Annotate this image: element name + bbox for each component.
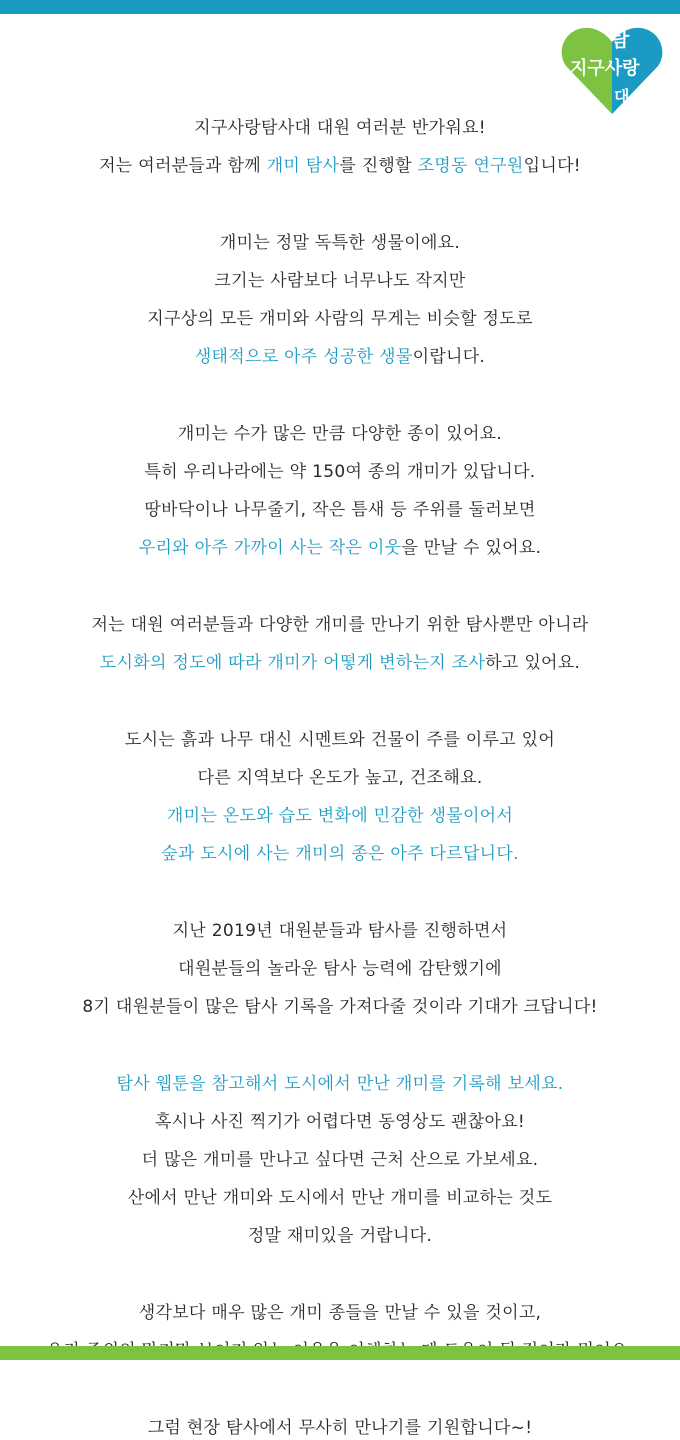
text-line — [0, 1301, 680, 1325]
highlight-text: 개미 탐사 — [266, 156, 340, 176]
text-line — [0, 498, 680, 522]
body-text: 도시는 흙과 나무 대신 시멘트와 건물이 주를 이루고 있어 — [124, 730, 556, 750]
text-line — [0, 307, 680, 331]
body-text: 지구사랑탐사대 대원 여러분 반가워요! — [194, 118, 486, 138]
highlight-text: 생태적으로 아주 성공한 생물 — [194, 347, 413, 367]
highlight-text: 숲과 도시에 사는 개미의 종은 아주 다르답니다. — [161, 844, 519, 864]
body-text: 정말 재미있을 거랍니다. — [247, 1226, 433, 1246]
text-line — [0, 460, 680, 484]
text-line — [0, 536, 680, 560]
body-text: 땅바닥이나 나무줄기, 작은 틈새 등 주위를 둘러보면 — [144, 500, 536, 520]
highlight-text: 도시화의 정도에 따라 개미가 어떻게 변하는지 조사 — [99, 653, 486, 673]
body-text: 지난 2019년 대원분들과 탐사를 진행하면서 — [172, 921, 508, 941]
text-line — [0, 728, 680, 752]
text-line — [0, 651, 680, 675]
text-line — [0, 766, 680, 790]
body-text: 혹시나 사진 찍기가 어렵다면 동영상도 괜찮아요! — [154, 1112, 526, 1132]
text-line — [0, 345, 680, 369]
text-line — [0, 1110, 680, 1134]
body-text: 산에서 만난 개미와 도시에서 만난 개미를 비교하는 것도 — [127, 1188, 553, 1208]
body-text: 생각보다 매우 많은 개미 종들을 만날 수 있을 것이고, — [138, 1303, 542, 1323]
body-text: 특히 우리나라에는 약 150여 종의 개미가 있답니다. — [144, 462, 536, 482]
highlight-text: 개미는 온도와 습도 변화에 민감한 생물이어서 — [166, 806, 514, 826]
text-line — [0, 804, 680, 828]
text-line — [0, 613, 680, 637]
text-line — [0, 957, 680, 981]
text-line — [0, 842, 680, 866]
text-line — [0, 154, 680, 178]
text-line — [0, 422, 680, 446]
text-line — [0, 116, 680, 140]
text-line — [0, 995, 680, 1019]
body-text: 을 만날 수 있어요. — [401, 538, 542, 558]
body-text: 개미는 수가 많은 만큼 다양한 종이 있어요. — [177, 424, 503, 444]
body-text: 이랍니다. — [412, 347, 486, 367]
text-line — [0, 1416, 680, 1440]
text-line — [0, 231, 680, 255]
text-line — [0, 1072, 680, 1096]
body-text: 입니다! — [523, 156, 581, 176]
text-line — [0, 1148, 680, 1172]
top-accent-bar — [0, 0, 680, 14]
text-line — [0, 269, 680, 293]
bottom-accent-bar — [0, 1346, 680, 1360]
body-text: 8기 대원분들이 많은 탐사 기록을 가져다줄 것이라 기대가 크답니다! — [82, 997, 598, 1017]
body-text: 그럼 현장 탐사에서 무사히 만나기를 기원합니다~! — [147, 1418, 533, 1438]
body-text: 저는 여러분들과 함께 — [99, 156, 267, 176]
body-text: 개미는 정말 독특한 생물이에요. — [219, 233, 461, 253]
highlight-text: 조명동 연구원 — [417, 156, 524, 176]
body-text: 다른 지역보다 온도가 높고, 건조해요. — [197, 768, 483, 788]
text-line — [0, 1186, 680, 1210]
svg-text:대: 대 — [614, 87, 630, 106]
body-text: 크기는 사람보다 너무나도 작지만 — [214, 271, 466, 291]
highlight-text: 탐사 웹툰을 참고해서 도시에서 만난 개미를 기록해 보세요. — [116, 1074, 564, 1094]
text-line — [0, 1224, 680, 1248]
body-text: 를 진행할 — [339, 156, 418, 176]
body-text: 저는 대원 여러분들과 다양한 개미를 만나기 위한 탐사뿐만 아니라 — [91, 615, 589, 635]
body-text: 하고 있어요. — [485, 653, 581, 673]
logo-icon — [560, 20, 664, 116]
body-text: 대원분들의 놀라운 탐사 능력에 감탄했기에 — [178, 959, 502, 979]
text-line — [0, 919, 680, 943]
body-text: 더 많은 개미를 만나고 싶다면 근처 산으로 가보세요. — [141, 1150, 539, 1170]
svg-text:지구사랑: 지구사랑 — [570, 58, 640, 79]
body-text: 지구상의 모든 개미와 사람의 무게는 비슷할 정도로 — [147, 309, 533, 329]
svg-text:탐: 탐 — [610, 27, 630, 51]
highlight-text: 우리와 아주 가까이 사는 작은 이웃 — [138, 538, 402, 558]
